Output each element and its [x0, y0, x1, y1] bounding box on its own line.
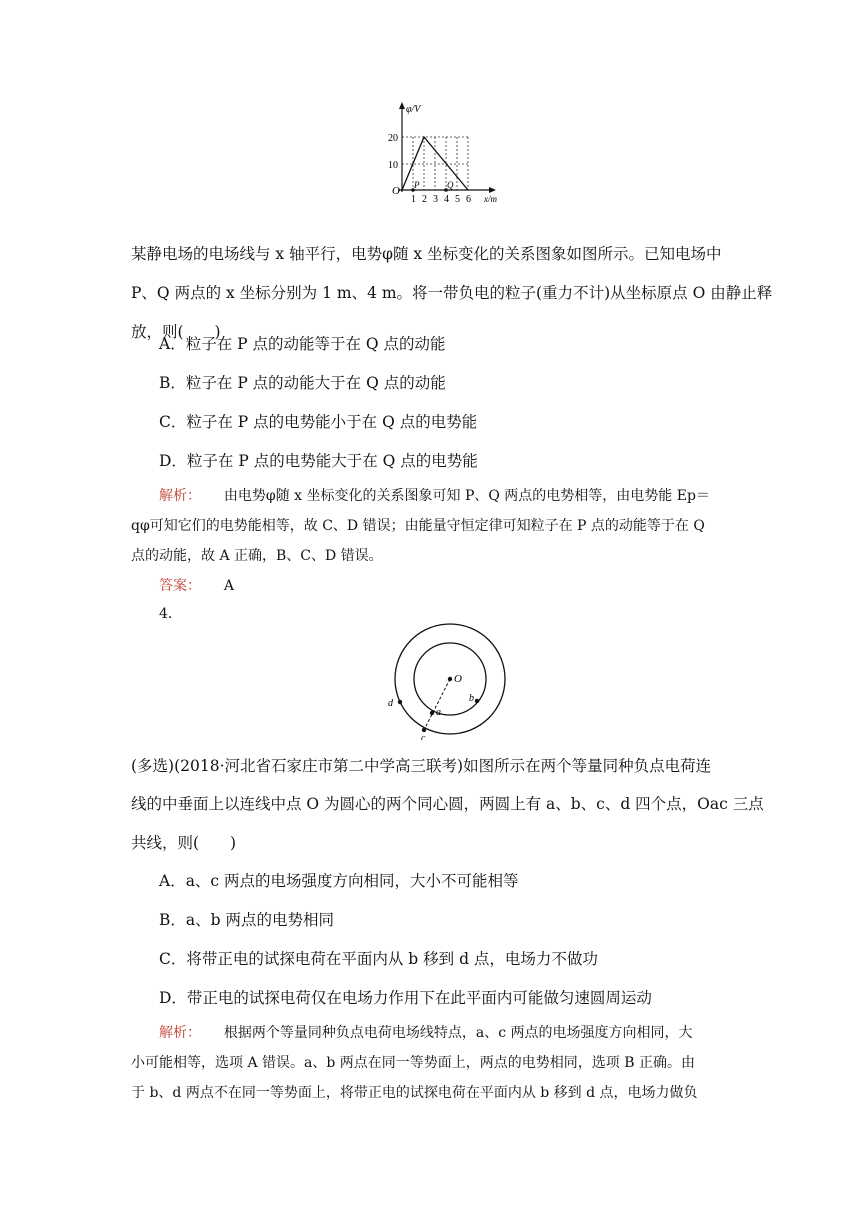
point-a-label: a — [436, 707, 441, 718]
q4-stem-line-1: (多选)(2018·河北省石家庄市第二中学高三联考)如图所示在两个等量同种负点电荷连 — [131, 757, 712, 775]
q4-option-c: C．将带正电的试探电荷在平面内从 b 移到 d 点，电场力不做功 — [159, 950, 598, 968]
q4-analysis-line-1 — [159, 1023, 693, 1043]
q3-option-d: D．粒子在 P 点的电势能大于在 Q 点的电势能 — [159, 452, 478, 470]
q3-stem-line-2: P、Q 两点的 x 坐标分别为 1 m、4 m。将一带负电的粒子(重力不计)从坐标原点 O 由静止释 — [131, 284, 773, 302]
q3-answer-value: A — [223, 578, 235, 594]
x-tick-3: 3 — [433, 194, 438, 205]
concentric-circles-figure — [384, 622, 514, 740]
q3-analysis-text-1: 由电势φ随 x 坐标变化的关系图象可知 P、Q 两点的电势相等，由电势能 Ep＝ — [223, 488, 710, 504]
x-axis-label: x/m — [484, 194, 497, 204]
point-o-label: O — [454, 673, 462, 685]
q4-stem-line-2: 线的中垂面上以连线中点 O 为圆心的两个同心圆，两圆上有 a、b、c、d 四个点，Oac 三点 — [131, 795, 764, 813]
y-axis-label: φ/V — [406, 104, 421, 115]
x-tick-2: 2 — [422, 194, 427, 205]
q4-number: 4. — [159, 606, 173, 622]
q4-analysis-text-1: 根据两个等量同种负点电荷电场线特点，a、c 两点的电场强度方向相同，大 — [223, 1025, 693, 1041]
q3-analysis-label: 解析： — [159, 488, 201, 504]
x-tick-6: 6 — [466, 194, 471, 205]
q3-analysis-line-2: qφ可知它们的电势能相等，故 C、D 错误；由能量守恒定律可知粒子在 P 点的动能等于在 Q — [131, 518, 705, 534]
q3-option-a: A．粒子在 P 点的动能等于在 Q 点的动能 — [159, 335, 446, 353]
q3-analysis-line-3: 点的动能，故 A 正确，B、C、D 错误。 — [131, 548, 383, 564]
q4-analysis-line-3: 于 b、d 两点不在同一等势面上，将带正电的试探电荷在平面内从 b 移到 d 点，电场力做负 — [131, 1085, 698, 1101]
q4-analysis-label: 解析： — [159, 1025, 201, 1041]
point-p-label: P — [414, 180, 420, 190]
q3-stem-line-1: 某静电场的电场线与 x 轴平行，电势φ随 x 坐标变化的关系图象如图所示。已知电场中 — [131, 245, 722, 263]
oac-line — [424, 679, 450, 730]
q4-stem-line-3: 共线，则( ) — [131, 834, 237, 852]
q4-option-b: B．a、b 两点的电势相同 — [159, 911, 334, 929]
q4-analysis-line-2: 小可能相等，选项 A 错误。a、b 两点在同一等势面上，两点的电势相同，选项 B 正确。由 — [131, 1055, 695, 1071]
q3-answer-label: 答案： — [159, 578, 201, 594]
x-tick-5: 5 — [455, 194, 460, 205]
point-q-label: Q — [447, 180, 454, 190]
origin-label: O — [392, 185, 400, 197]
y-tick-10: 10 — [388, 160, 398, 171]
q3-analysis-line-1 — [159, 486, 710, 506]
q4-option-d: D．带正电的试探电荷仅在电场力作用下在此平面内可能做匀速圆周运动 — [159, 989, 652, 1007]
q3-option-b: B．粒子在 P 点的动能大于在 Q 点的动能 — [159, 374, 446, 392]
point-d-label: d — [388, 698, 393, 709]
x-tick-4: 4 — [444, 194, 449, 205]
point-b-label: b — [469, 693, 474, 704]
q3-answer-line — [159, 576, 234, 596]
point-c-label: c — [421, 733, 426, 740]
q3-stem-line-3: 放，则( ) — [131, 323, 221, 341]
y-tick-20: 20 — [388, 133, 398, 144]
potential-graph — [380, 98, 510, 208]
q4-option-a: A．a、c 两点的电场强度方向相同，大小不可能相等 — [159, 872, 519, 890]
x-tick-1: 1 — [411, 194, 416, 205]
q3-option-c: C．粒子在 P 点的电势能小于在 Q 点的电势能 — [159, 413, 478, 431]
